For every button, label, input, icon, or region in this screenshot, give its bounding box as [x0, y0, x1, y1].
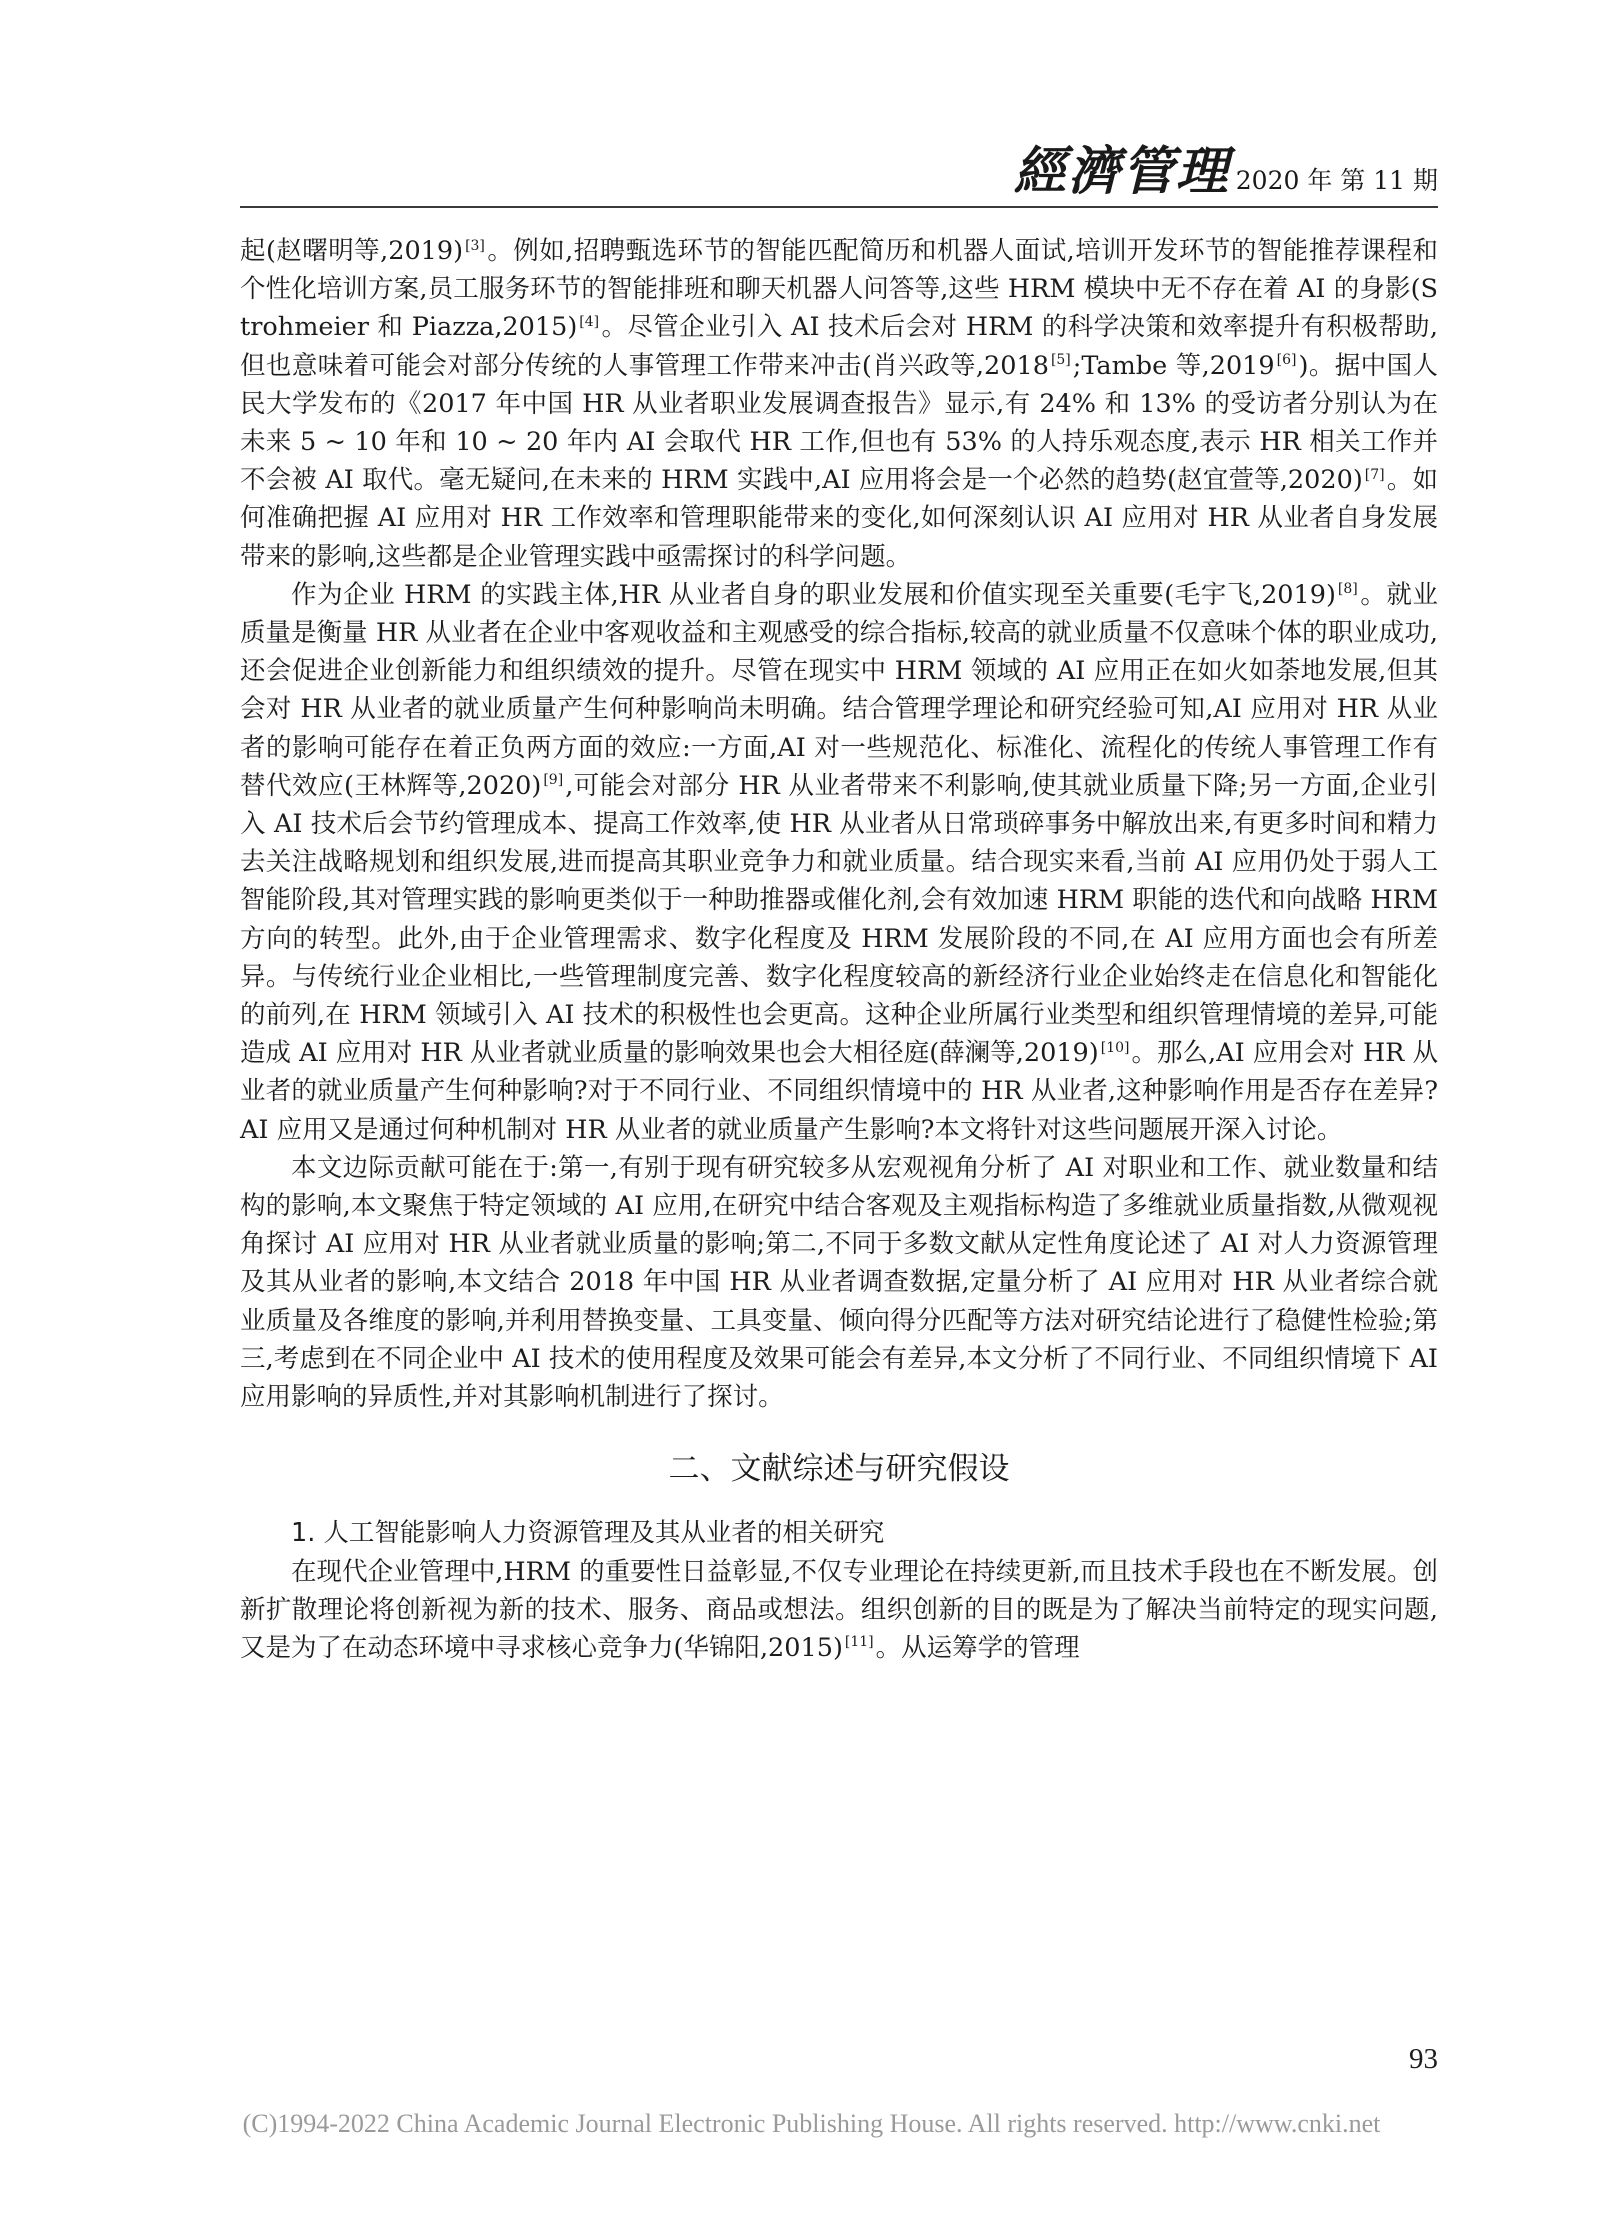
text-run: ;Tambe 等,2019 [1072, 350, 1275, 381]
text-run: 起(赵曙明等,2019) [240, 236, 464, 266]
text-run: 。尽管企业引入 AI 技术后会对 HRM 的科学决策和效率提升有积极帮助,但也意味着可能会对部分传统的人事管理工作带来冲击(肖兴政等,2018 [240, 312, 1438, 381]
journal-masthead [1013, 141, 1438, 202]
page-header [240, 138, 1438, 208]
text-run: ,可能会对部分 HR 从业者带来不利影响,使其就业质量下降;另一方面,企业引入 AI 技术后会节约管理成本、提高工作效率,使 HR 从业者从日常琐碎事务中解放出来,有更多时间和精力去关注战略规划和组织发展,进而提高其职业竞争力和就业质量。结合现实来看,当前 AI 应用仍处于弱人工智能阶段,其对管理实践的影响更类似于一种助推器或催化剂,会有效加速 HRM 职能的迭代和向战略 HRM 方向的转型。此外,由于企业管理需求、数字化程度及 HRM 发展阶段的不同,在 AI 应用方面也会有所差异。与传统行业企业相比,一些管理制度完善、数字化程度较高的新经济行业企业始终走在信息化和智能化的前列,在 HRM 领域引入 AI 技术的积极性也会更高。这种企业所属行业类型和组织管理情境的差异,可能造成 AI 应用对 HR 从业者就业质量的影响效果也会大相径庭(薛澜等,2019) [240, 770, 1438, 1069]
journal-logo: 經濟管理 [1013, 141, 1230, 202]
text-run: 。如何准确把握 AI 应用对 HR 工作效率和管理职能带来的变化,如何深刻认识 AI 应用对 HR 从业者自身发展带来的影响,这些都是企业管理实践中亟需探讨的科学问题。 [240, 465, 1438, 572]
paragraph-2 [240, 576, 1438, 1149]
paragraph-1 [240, 232, 1438, 576]
text-run: 。就业质量是衡量 HR 从业者在企业中客观收益和主观感受的综合指标,较高的就业质量不仅意味个体的职业成功,还会促进企业创新能力和组织绩效的提升。尽管在现实中 HRM 领域的 AI 应用正在如火如荼地发展,但其会对 HR 从业者的就业质量产生何种影响尚未明确。结合管理学理论和研究经验可知,AI 应用对 HR 从业者的影响可能存在着正负两方面的效应:一方面,AI 对一些规范化、标准化、流程化的传统人事管理工作有替代效应(王林辉等,2020) [240, 579, 1438, 801]
article-body [240, 232, 1438, 1667]
text-run: )。据中国人民大学发布的《2017 年中国 HR 从业者职业发展调查报告》显示,有 24% 和 13% 的受访者分别认为在未来 5 ~ 10 年和 10 ~ 20 年内 AI 会取代 HR 工作,但也有 53% 的人持乐观态度,表示 HR 相关工作并不会被 AI 取代。毫无疑问,在未来的 HRM 实践中,AI 应用将会是一个必然的趋势(赵宜萱等,2020) [240, 350, 1438, 496]
citation-ref: [4] [579, 313, 600, 330]
subsection-title: 1. 人工智能影响人力资源管理及其从业者的相关研究 [291, 1518, 885, 1549]
citation-ref: [6] [1276, 352, 1297, 369]
citation-ref: [5] [1050, 352, 1071, 369]
citation-ref: [9] [543, 772, 564, 789]
text-run: 。从运筹学的管理 [875, 1632, 1080, 1663]
issue-label: 2020 年 第 11 期 [1235, 166, 1438, 195]
citation-ref: [7] [1364, 466, 1385, 483]
text-run: 。例如,招聘甄选环节的智能匹配简历和机器人面试,培训开发环节的智能推荐课程和个性化培训方案,员工服务环节的智能排班和聊天机器人问答等,这些 HRM 模块中无不存在着 AI 的身影(Strohmeier 和 Piazza,2015) [240, 236, 1438, 343]
text-run: 本文边际贡献可能在于:第一,有别于现有研究较多从宏观视角分析了 AI 对职业和工作、就业数量和结构的影响,本文聚焦于特定领域的 AI 应用,在研究中结合客观及主观指标构造了多维就业质量指数,从微观视角探讨 AI 应用对 HR 从业者就业质量的影响;第二,不同于多数文献从定性角度论述了 AI 对人力资源管理及其从业者的影响,本文结合 2018 年中国 HR 从业者调查数据,定量分析了 AI 应用对 HR 从业者综合就业质量及各维度的影响,并利用替换变量、工具变量、倾向得分匹配等方法对研究结论进行了稳健性检验;第三,考虑到在不同企业中 AI 技术的使用程度及效果可能会有差异,本文分析了不同行业、不同组织情境下 AI 应用影响的异质性,并对其影响机制进行了探讨。 [240, 1152, 1438, 1413]
citation-ref: [3] [465, 237, 485, 254]
paragraph-3 [240, 1149, 1438, 1416]
citation-ref: [8] [1337, 581, 1358, 598]
page-number: 93 [1409, 2043, 1438, 2075]
copyright-footer: (C)1994-2022 China Academic Journal Electronic Publishing House. All rights reserved. http://www.cnki.net [242, 2109, 1381, 2138]
section-title: 二、文献综述与研究假设 [668, 1451, 1010, 1488]
citation-ref: [10] [1100, 1039, 1130, 1056]
text-run: 。那么,AI 应用会对 HR 从业者的就业质量产生何种影响?对于不同行业、不同组织情境中的 HR 从业者,这种影响作用是否存在差异?AI 应用又是通过何种机制对 HR 从业者的就业质量产生影响?本文将针对这些问题展开深入讨论。 [240, 1038, 1439, 1145]
paragraph-4 [240, 1553, 1438, 1668]
citation-ref: [11] [844, 1634, 874, 1651]
text-run: 作为企业 HRM 的实践主体,HR 从业者自身的职业发展和价值实现至关重要(毛宇飞,2019) [291, 579, 1336, 610]
text-run: 在现代企业管理中,HRM 的重要性日益彰显,不仅专业理论在持续更新,而且技术手段也在不断发展。创新扩散理论将创新视为新的技术、服务、商品或想法。组织创新的目的既是为了解决当前特定的现实问题,又是为了在动态环境中寻求核心竞争力(华锦阳,2015) [240, 1556, 1438, 1663]
